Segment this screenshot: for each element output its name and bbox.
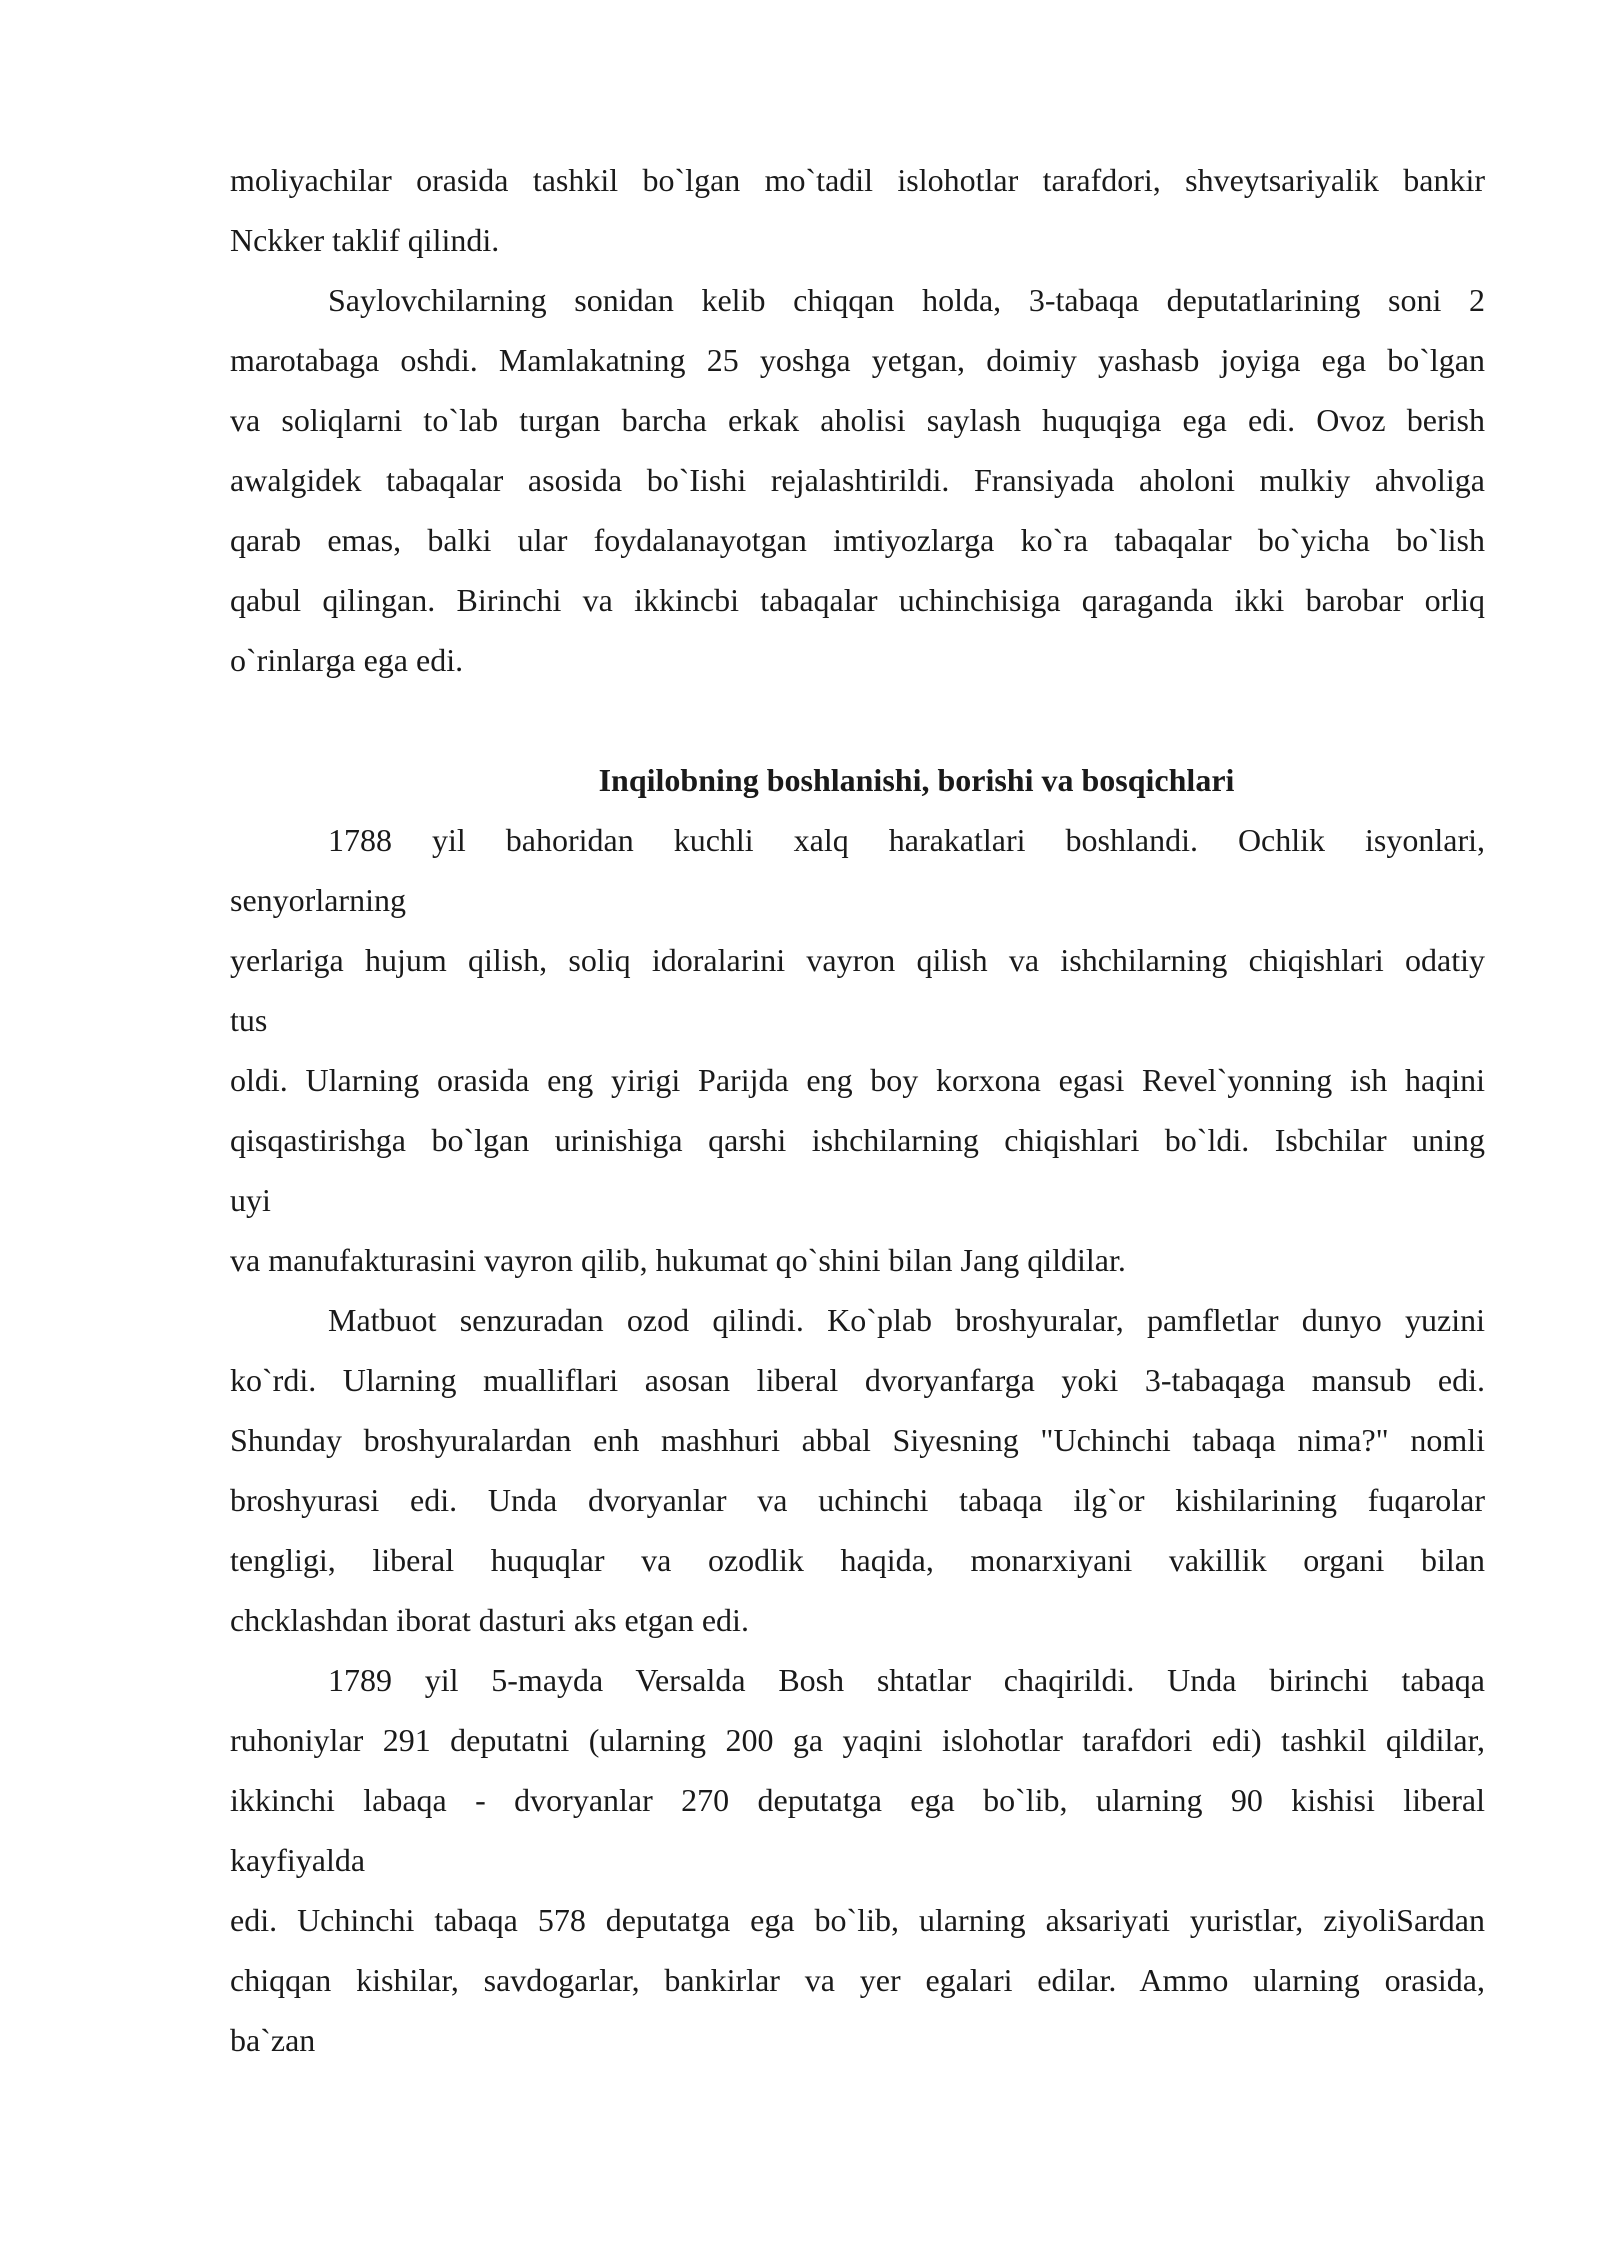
text-line: va soliqlarni to`lab turgan barcha erkak aholisi saylash huquqiga ega edi. Ovoz berish [230, 402, 1485, 438]
text-line: uyi [230, 1182, 271, 1218]
text-line: ruhoniylar 291 deputatni (ularning 200 ga yaqini islohotlar tarafdori edi) tashkil qildilar, [230, 1722, 1485, 1758]
text-line: tengligi, liberal huquqlar va ozodlik haqida, monarxiyani vakillik organi bilan [230, 1542, 1485, 1578]
section-heading: Inqilobning boshlanishi, borishi va bosqichlari [598, 762, 1235, 798]
text-line: chcklashdan iborat dasturi aks etgan edi. [230, 1602, 749, 1638]
text-line: tus [230, 1002, 268, 1038]
text-line: edi. Uchinchi tabaqa 578 deputatga ega bo`lib, ularning aksariyati yuristlar, ziyoliSardan [230, 1902, 1485, 1938]
text-line: 1788 yil bahoridan kuchli xalq harakatlari boshlandi. Ochlik isyonlari, [328, 822, 1485, 858]
text-line: Shunday broshyuralardan enh mashhuri abbal Siyesning "Uchinchi tabaqa nima?" nomli [230, 1422, 1485, 1458]
text-line: Nckker taklif qilindi. [230, 222, 500, 258]
text-line: kayfiyalda [230, 1842, 366, 1878]
text-line: o`rinlarga ega edi. [230, 642, 464, 678]
text-line: Saylovchilarning sonidan kelib chiqqan holda, 3-tabaqa deputatlarining soni 2 [328, 282, 1485, 318]
text-line: ikkinchi labaqa - dvoryanlar 270 deputatga ega bo`lib, ularning 90 kishisi liberal [230, 1782, 1485, 1818]
text-line: moliyachilar orasida tashkil bo`lgan mo`tadil islohotlar tarafdori, shveytsariyalik bankir [230, 162, 1485, 198]
text-line: broshyurasi edi. Unda dvoryanlar va uchinchi tabaqa ilg`or kishilarining fuqarolar [230, 1482, 1485, 1518]
text-line: ko`rdi. Ularning mualliflari asosan liberal dvoryanfarga yoki 3-tabaqaga mansub edi. [230, 1362, 1485, 1398]
text-line: chiqqan kishilar, savdogarlar, bankirlar va yer egalari edilar. Ammo ularning orasida, [230, 1962, 1485, 1998]
document-page [230, 150, 1485, 2070]
text-line: Matbuot senzuradan ozod qilindi. Ko`plab broshyuralar, pamfletlar dunyo yuzini [328, 1302, 1485, 1338]
text-line: qarab emas, balki ular foydalanayotgan imtiyozlarga ko`ra tabaqalar bo`yicha bo`lish [230, 522, 1485, 558]
text-line: 1789 yil 5-mayda Versalda Bosh shtatlar chaqirildi. Unda birinchi tabaqa [328, 1662, 1485, 1698]
text-line: yerlariga hujum qilish, soliq idoralarini vayron qilish va ishchilarning chiqishlari odatiy [230, 942, 1485, 978]
text-line: qisqastirishga bo`lgan urinishiga qarshi ishchilarning chiqishlari bo`ldi. Isbchilar uning [230, 1122, 1485, 1158]
text-line: oldi. Ularning orasida eng yirigi Parijda eng boy korxona egasi Revel`yonning ish haqini [230, 1062, 1485, 1098]
text-line: awalgidek tabaqalar asosida bo`Iishi rejalashtirildi. Fransiyada aholoni mulkiy ahvoliga [230, 462, 1485, 498]
text-line: senyorlarning [230, 882, 406, 918]
text-line: marotabaga oshdi. Mamlakatning 25 yoshga yetgan, doimiy yashasb joyiga ega bo`lgan [230, 342, 1485, 378]
text-line: va manufakturasini vayron qilib, hukumat qo`shini bilan Jang qildilar. [230, 1242, 1126, 1278]
text-line: ba`zan [230, 2022, 316, 2058]
text-line: qabul qilingan. Birinchi va ikkincbi tabaqalar uchinchisiga qaraganda ikki barobar orliq [230, 582, 1485, 618]
